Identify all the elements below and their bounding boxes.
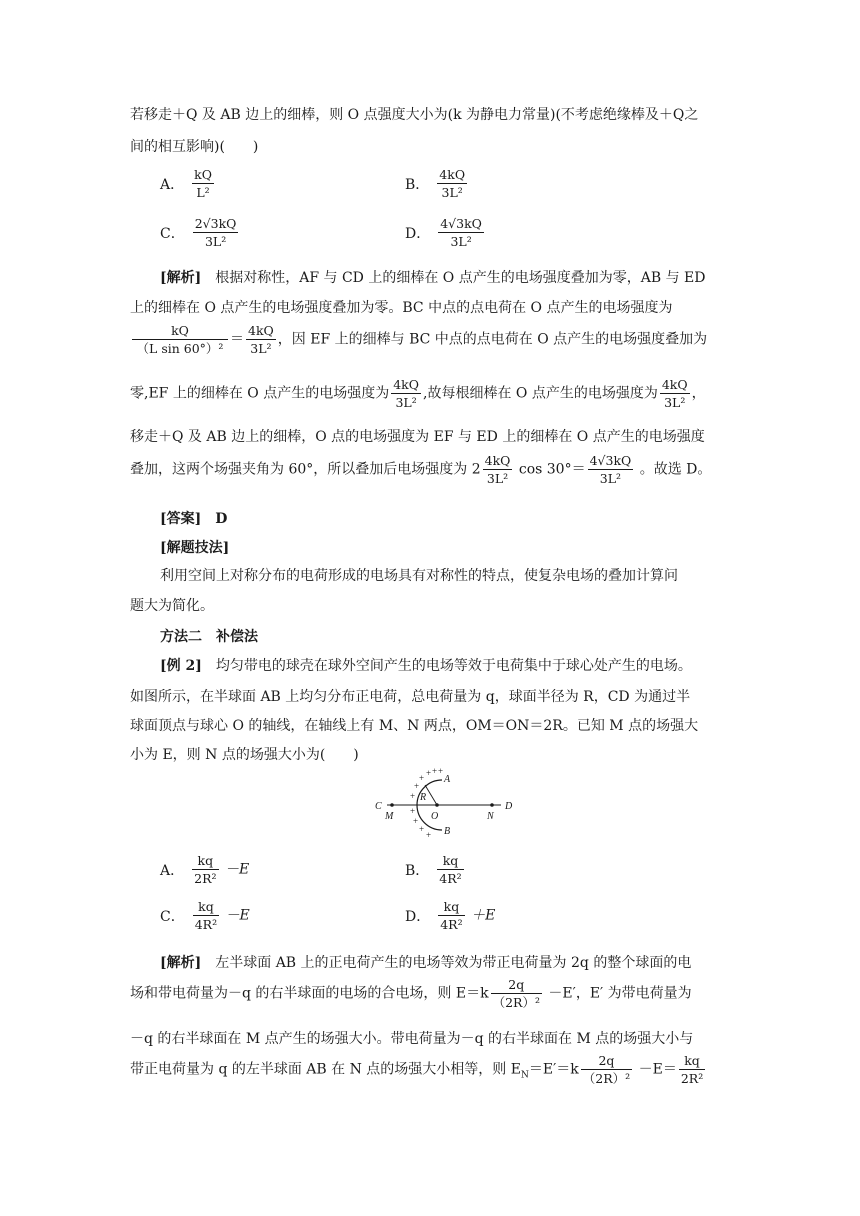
label-r: R xyxy=(420,792,427,803)
q2-option-b[interactable]: B． $\frac{kq}{\text{4R²}}$ xyxy=(405,853,462,886)
analysis2-line-4: 带正电荷量为 q 的左半球面 AB 在 N 点的场强大小相等，则 $E_N=E'=k$ $\frac{2q}{\text{（2R）²}}$ －E＝ $\frac{kq}{\text{2R²}}$ xyxy=(130,1053,704,1086)
charge-sign: + xyxy=(419,773,425,783)
analysis2-line-2: 场和带电荷量为－q 的右半球面的电场的合电场，则 E＝k $\frac{2q}{\text{（2R）²}}$ －E′，E′ 为带电荷量为 xyxy=(130,977,692,1010)
charge-sign: + xyxy=(426,768,432,778)
technique-line-2: 题大为简化。 xyxy=(130,598,214,614)
q2-option-c[interactable]: C． $\frac{kq}{\text{4R²}}$ －E xyxy=(160,899,250,932)
q1-stem-line-1: 若移走＋Q 及 AB 边上的细棒，则 O 点强度大小为(k 为静电力常量)(不考虑绝缘棒及＋Q之 xyxy=(130,107,699,123)
charge-sign: + xyxy=(426,830,432,840)
charge-sign: + xyxy=(432,768,438,776)
analysis-tag: [解析] xyxy=(160,270,202,286)
charge-sign: + xyxy=(410,806,416,816)
charge-sign: + xyxy=(410,791,416,801)
example2-line-4: 小为 E，则 N 点的场强大小为( ) xyxy=(130,747,359,763)
q2-option-d[interactable]: D． $\frac{kq}{\text{4R²}}$ ＋E xyxy=(405,899,496,932)
example-tag: [例 2] xyxy=(160,658,202,674)
q2-option-a[interactable]: A． $\frac{kq}{\text{2R²}}$ －E xyxy=(160,853,250,886)
point-n xyxy=(490,803,494,807)
analysis2-line-3: －q 的右半球面在 M 点产生的场强大小。带电荷量为－q 的右半球面在 M 点的场强大小与 xyxy=(130,1031,694,1047)
charge-sign: + xyxy=(414,781,420,791)
analysis1-line-6: 叠加，这两个场强夹角为 60°，所以叠加后电场强度为 2 $\frac{4kQ}{\text{3L²}}$ cos 30°＝ $\frac{4√3kQ}{\text{3L²}}$ 。故选 D。 xyxy=(130,453,712,486)
analysis2-line-1: [解析] 左半球面 AB 上的正电荷产生的电场等效为带正电荷量为 2q 的整个球面的电 xyxy=(160,955,692,971)
point-m xyxy=(390,803,394,807)
technique-tag: [解题技法] xyxy=(160,540,230,556)
method2-title: 方法二 补偿法 xyxy=(160,629,258,645)
charge-sign: + xyxy=(413,816,419,826)
hemisphere-figure xyxy=(365,768,525,840)
charge-sign: + xyxy=(419,824,425,834)
label-n: N xyxy=(487,811,494,822)
example2-line-3: 球面顶点与球心 O 的轴线，在轴线上有 M、N 两点，OM＝ON＝2R。已知 M 点的场强大 xyxy=(130,718,699,734)
radius-line xyxy=(425,785,437,805)
label-c: C xyxy=(375,801,382,812)
label-d: D xyxy=(505,801,513,812)
q1-option-c[interactable]: C． $\frac{2√3kQ}{\text{3L²}}$ xyxy=(160,216,237,249)
q1-option-a[interactable]: A． $\frac{kQ}{\text{L²}}$ xyxy=(160,167,212,200)
analysis1-line-5: 移走＋Q 及 AB 边上的细棒，O 点的电场强度为 EF 与 ED 上的细棒在 O 点产生的电场强度 xyxy=(130,429,705,445)
label-m: M xyxy=(385,811,394,822)
analysis1-line-1: [解析] 根据对称性，AF 与 CD 上的细棒在 O 点产生的电场强度叠加为零，AB 与 ED xyxy=(160,270,706,286)
example2-line-2: 如图所示，在半球面 AB 上均匀分布正电荷，总电荷量为 q，球面半径为 R，CD 为通过半 xyxy=(130,689,691,705)
label-b: B xyxy=(444,826,451,837)
analysis1-line-4: 零,EF 上的细棒在 O 点产生的电场强度为 $\frac{4kQ}{\text{3L²}}$ ,故每根细棒在 O 点产生的电场强度为 $\frac{4kQ}{\text{3L²}}$ ， xyxy=(130,377,706,410)
label-o: O xyxy=(431,811,439,822)
label-a: A xyxy=(444,774,451,785)
q1-option-d[interactable]: D． $\frac{4√3kQ}{\text{3L²}}$ xyxy=(405,216,482,249)
analysis1-line-3: $\frac{kQ}{\text{（L sin 60°）²}}$ ＝ $\frac{4kQ}{\text{3L²}}$ ，因 EF 上的细棒与 BC 中点的点电荷在 O 点产生的电场强度叠加为 xyxy=(130,322,707,357)
charge-sign: + xyxy=(438,768,444,776)
answer1: [答案] D xyxy=(160,511,228,527)
technique-line-1: 利用空间上对称分布的电荷形成的电场具有对称性的特点，使复杂电场的叠加计算问 xyxy=(160,568,678,584)
analysis-tag: [解析] xyxy=(160,955,202,971)
analysis1-line-2: 上的细棒在 O 点产生的电场强度叠加为零。BC 中点的点电荷在 O 点产生的电场强度为 xyxy=(130,300,673,316)
example2-line-1: [例 2] 均匀带电的球壳在球外空间产生的电场等效于电荷集中于球心处产生的电场。 xyxy=(160,658,692,674)
point-o xyxy=(435,803,439,807)
q1-stem-line-2: 间的相互影响)( ) xyxy=(130,139,259,155)
q1-option-b[interactable]: B． $\frac{4kQ}{\text{3L²}}$ xyxy=(405,167,466,200)
